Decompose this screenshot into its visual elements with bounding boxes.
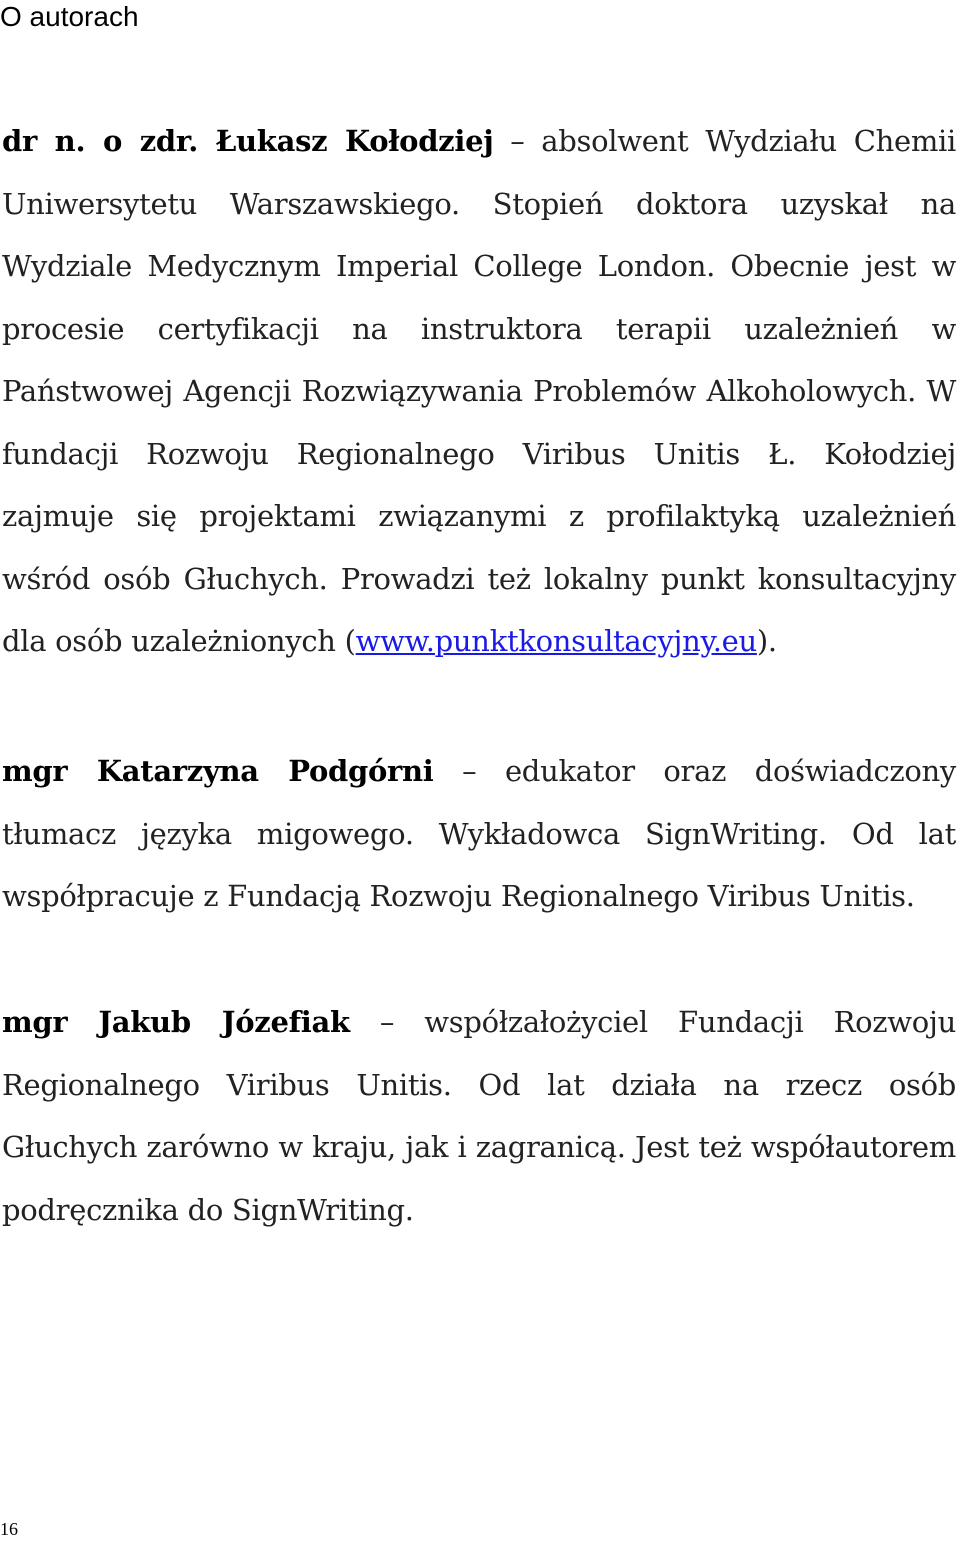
website-link[interactable]: www.punktkonsultacyjny.eu xyxy=(355,624,757,658)
author-description: – absolwent Wydziału Chemii Uniwersytetu Warszawskiego. Stopień doktora uzyskał na Wydziale Medycznym Imperial College London. Obecnie jest w procesie certyfikacji na instruktora terapii uzależnień w Państwowej Agencji Rozwiązywania Problemów Alkoholowych. W fundacji Rozwoju Regionalnego Viribus Unitis Ł. Kołodziej zajmuje się projektami związanymi z profilaktyką uzależnień wśród osób Głuchych. Prowadzi też lokalny punkt konsultacyjny dla osób uzależnionych ( xyxy=(2,124,956,658)
author-name: dr n. o zdr. Łukasz Kołodziej xyxy=(2,124,494,158)
page-title: O autorach xyxy=(0,1,139,32)
page-number: 16 xyxy=(0,1519,18,1539)
author-bio-jozefiak xyxy=(2,991,956,1241)
author-description-end: ). xyxy=(756,624,777,658)
author-description: – współzałożyciel Fundacji Rozwoju Regionalnego Viribus Unitis. Od lat działa na rzecz osób Głuchych zarówno w kraju, jak i zagranicą. Jest też współautorem podręcznika do SignWriting. xyxy=(2,1005,956,1227)
author-name: mgr Jakub Józefiak xyxy=(2,1005,350,1039)
author-name: mgr Katarzyna Podgórni xyxy=(2,754,434,788)
author-description: – edukator oraz doświadczony tłumacz języka migowego. Wykładowca SignWriting. Od lat współpracuje z Fundacją Rozwoju Regionalnego Viribus Unitis. xyxy=(2,754,956,913)
author-bio-kolodziej xyxy=(2,110,956,673)
author-bio-podgorni xyxy=(2,740,956,928)
